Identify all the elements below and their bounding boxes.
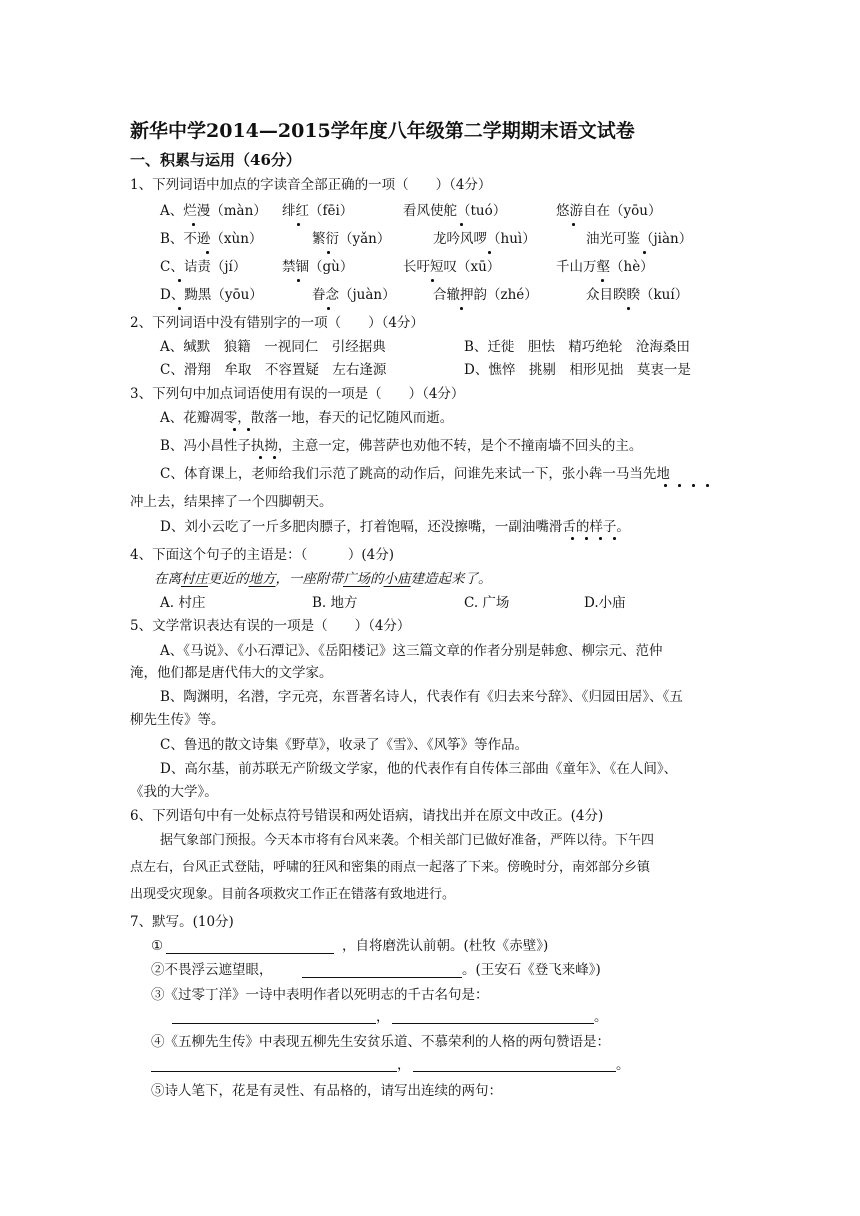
q4-part: 建造起来了。 <box>410 571 492 587</box>
q3-option-b: B、冯小昌性子执拗，主意一定，佛菩萨也劝他不转，是个不撞南墙不回头的主。 <box>160 438 643 454</box>
q1-c-4: 千山万壑（hè） <box>556 259 654 275</box>
q7-item2-text: ②不畏浮云遮望眼， <box>151 962 273 978</box>
emphasis-dot <box>599 537 602 540</box>
comma: ， <box>376 1009 390 1025</box>
question-3-stem: 3、下列句中加点词语使用有误的一项是（ ）（4分） <box>130 386 465 402</box>
emphasis-dot <box>327 251 330 254</box>
answer-blank[interactable] <box>172 1023 376 1024</box>
q1-a-2: 绯红（fēi） <box>282 203 354 219</box>
q5-option-d-line1: D、高尔基，前苏联无产阶级文学家，他的代表作有自传体三部曲《童年》、《在人间》、 <box>160 761 678 777</box>
emphasis-dot <box>460 307 463 310</box>
q7-item2-tail: 。(王安石《登飞来峰》) <box>462 962 601 978</box>
q5-option-c: C、鲁迅的散文诗集《野草》，收录了《雪》、《风筝》等作品。 <box>160 737 529 753</box>
q2-option-b: B、迁徙 胆怯 精巧绝轮 沧海桑田 <box>464 339 690 355</box>
q1-c-3: 长吁短叹（xū） <box>403 259 501 275</box>
question-7-stem: 7、默写。(10分) <box>130 914 234 930</box>
q6-passage-line1: 据气象部门预报。今天本市将有台风来袭。个相关部门已做好准备，严阵以待。下午四 <box>160 833 655 848</box>
emphasis-dot <box>206 251 209 254</box>
emphasis-dot <box>297 223 300 226</box>
emphasis-dot <box>706 484 709 487</box>
answer-blank[interactable] <box>151 1071 397 1072</box>
emphasis-dot <box>297 279 300 282</box>
emphasis-dot <box>259 456 262 459</box>
q7-item4-text: ④《五柳先生传》中表现五柳先生安贫乐道、不慕荣利的人格的两句赞语是： <box>151 1034 610 1050</box>
q4-sentence <box>154 570 492 588</box>
q1-a-1: A、烂漫（màn） <box>160 203 267 219</box>
q5-option-b-line2: 柳先生传》等。 <box>130 712 225 728</box>
emphasis-dot <box>601 279 604 282</box>
q4-part-underlined: 村庄 <box>181 571 208 587</box>
emphasis-dot <box>678 484 681 487</box>
emphasis-dot <box>273 456 276 459</box>
q1-b-4: 油光可鉴（jiàn） <box>586 231 693 247</box>
emphasis-dot <box>431 279 434 282</box>
emphasis-dot <box>233 428 236 431</box>
q5-option-a-line1: A、《马说》、《小石潭记》、《岳阳楼记》这三篇文章的作者分别是韩愈、柳宗元、范仲 <box>160 643 663 659</box>
emphasis-dot <box>627 307 630 310</box>
q2-option-c: C、滑翔 牟取 不容置疑 左右逢源 <box>160 362 387 378</box>
q4-option-c: C. 广场 <box>464 595 510 611</box>
emphasis-dot <box>571 537 574 540</box>
answer-blank[interactable] <box>166 953 334 954</box>
q1-d-3: 合辙押韵（zhé） <box>433 287 538 303</box>
q1-d-2: 眷念（juàn） <box>312 287 396 303</box>
q2-option-d: D、憔悴 挑剔 相形见拙 莫衷一是 <box>464 362 691 378</box>
emphasis-dot <box>327 307 330 310</box>
answer-blank[interactable] <box>302 977 462 978</box>
q7-item1-text: ，自将磨洗认前朝。(杜牧《赤壁》) <box>342 938 549 954</box>
question-4-stem: 4、下面这个句子的主语是：（ ）(4分) <box>130 547 394 563</box>
answer-blank[interactable] <box>413 1071 616 1072</box>
emphasis-dot <box>585 537 588 540</box>
q1-d-4: 众目睽睽（kuí） <box>586 287 689 303</box>
q1-c-2: 禁锢（gù） <box>282 259 354 275</box>
q4-part-underlined: 小庙 <box>383 571 411 587</box>
period: 。 <box>594 1009 608 1025</box>
answer-blank[interactable] <box>392 1023 594 1024</box>
q3-option-c-line1: C、体育课上，老师给我们示范了跳高的动作后，问谁先来试一下，张小犇一马当先地 <box>160 466 670 482</box>
q4-part: 在离 <box>154 571 181 587</box>
q4-part-underlined: 广场 <box>343 571 370 587</box>
q2-option-a: A、缄默 狼籍 一视同仁 引经据典 <box>160 339 386 355</box>
q5-option-a-line2: 淹，他们都是唐代伟大的文学家。 <box>130 665 333 681</box>
q6-passage-line3: 出现受灾现象。目前各项救灾工作正在错落有致地进行。 <box>130 887 456 902</box>
emphasis-dot <box>178 279 181 282</box>
question-5-stem: 5、文学常识表达有误的一项是（ ）（4分） <box>130 618 411 634</box>
exam-title: 新华中学2014—2015学年度八年级第二学期期末语文试卷 <box>130 120 635 142</box>
q1-c-1: C、诘责（jí） <box>160 259 247 275</box>
q5-option-d-line2: 《我的大学》。 <box>130 784 218 800</box>
emphasis-dot <box>643 251 646 254</box>
q6-passage-line2: 点左右，台风正式登陆，呼啸的狂风和密集的雨点一起落了下来。傍晚时分，南郊部分乡镇 <box>130 860 651 875</box>
q4-part: ，一座附带 <box>275 571 343 587</box>
q7-item1-num: ① <box>151 938 164 954</box>
question-6-stem: 6、下列语句中有一处标点符号错误和两处语病，请找出并在原文中改正。(4分) <box>130 808 604 824</box>
q1-b-2: 繁衍（yǎn） <box>312 231 391 247</box>
q4-part-underlined: 地方 <box>248 571 276 587</box>
emphasis-dot <box>692 484 695 487</box>
q4-part: 的 <box>370 571 384 587</box>
q1-a-4: 悠游自在（yōu） <box>556 203 662 219</box>
q3-option-a: A、花瓣凋零，散落一地，春天的记忆随风而逝。 <box>160 410 454 426</box>
emphasis-dot <box>192 223 195 226</box>
q7-item5-text: ⑤诗人笔下，花是有灵性、有品格的，请写出连续的两句： <box>151 1083 502 1099</box>
q1-d-1: D、黝黑（yōu） <box>160 287 263 303</box>
q3-option-d: D、刘小云吃了一斤多肥肉膘子，打着饱嗝，还没擦嘴，一副油嘴滑舌的样子。 <box>160 519 630 535</box>
emphasis-dot <box>613 537 616 540</box>
section-heading: 一、积累与运用（46分） <box>130 151 301 169</box>
q4-option-a: A. 村庄 <box>160 595 206 611</box>
emphasis-dot <box>178 307 181 310</box>
emphasis-dot <box>664 484 667 487</box>
question-1-stem: 1、下列词语中加点的字读音全部正确的一项（ ）（4分） <box>130 177 492 193</box>
q4-option-b: B. 地方 <box>312 595 358 611</box>
emphasis-dot <box>247 428 250 431</box>
emphasis-dot <box>488 251 491 254</box>
q1-a-3: 看风使舵（tuó） <box>403 203 507 219</box>
q7-item3-text: ③《过零丁洋》一诗中表明作者以死明志的千古名句是： <box>151 987 489 1003</box>
q5-option-b-line1: B、陶渊明，名潜，字元亮，东晋著名诗人，代表作有《归去来兮辞》、《归园田居》、《五 <box>160 689 683 705</box>
period: 。 <box>616 1057 630 1073</box>
emphasis-dot <box>460 223 463 226</box>
q1-b-1: B、不逊（xùn） <box>160 231 263 247</box>
q4-option-d: D.小庙 <box>584 595 626 611</box>
comma: ， <box>397 1057 411 1073</box>
q1-b-3: 龙吟风啰（huì） <box>433 231 536 247</box>
q4-part: 更近的 <box>208 571 249 587</box>
emphasis-dot <box>572 223 575 226</box>
q3-option-c-line2: 冲上去，结果摔了一个四脚朝天。 <box>130 494 333 510</box>
question-2-stem: 2、下列词语中没有错别字的一项（ ）（4分） <box>130 315 424 331</box>
